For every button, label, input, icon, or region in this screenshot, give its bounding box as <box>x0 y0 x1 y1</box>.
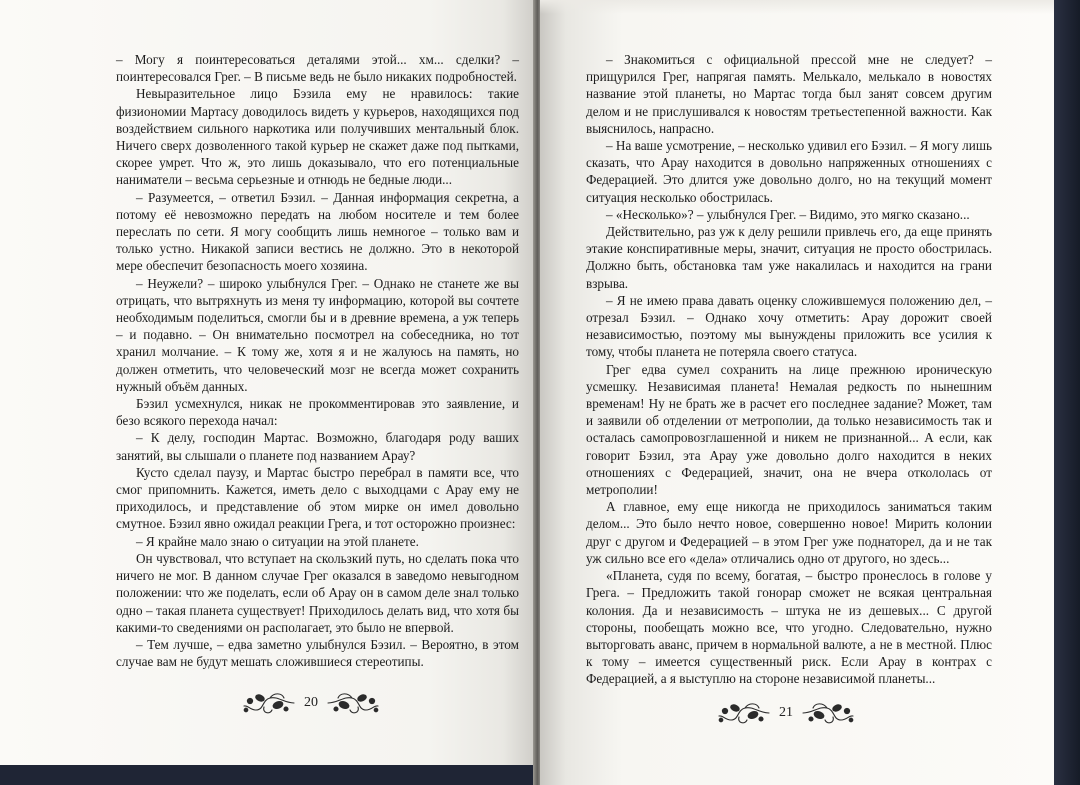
paragraph: Действительно, раз уж к делу решили привлечь его, да еще принять этакие конспиративные меры, значит, ситуация не просто обострилась. Должно быть, обстановка там уже накалилась и находится на грани взрыва. <box>586 224 992 291</box>
paragraph: «Планета, судя по всему, богатая, – быстро пронеслось в голове у Грега. – Предложить такой гонорар сможет не всякая центральная колония. Да и независимость – штука не из дешевых... С другой стороны, пообещать можно все, что угодно. Следовательно, нужно выторговать аванс, причем в нормальной валюте, а не в местной. Плюс к тому – имеется существенный риск. Если Арау в контрах с Федерацией, а я выступлю на стороне независимой планеты... <box>586 568 992 687</box>
paragraph: Грег едва сумел сохранить на лице прежнюю ироническую усмешку. Независимая планета! Немалая редкость по нынешним временам! Ну не брать же в расчет его последнее задание? Может, там и заявили об отделении от метрополии, да только независимость так и осталась самопровозглашенной и никем не признанной... А если, как говорит Бэзил, эта Арау уже довольно долго находится в неких отношениях с Федерацией, значит, она не вчера откололась от метрополии! <box>586 361 992 498</box>
right-page <box>540 0 1056 785</box>
paragraph: – Тем лучше, – едва заметно улыбнулся Бэзил. – Вероятно, в этом случае вам не будут мешать сложившиеся стереотипы. <box>116 636 519 670</box>
paragraph: Бэзил усмехнулся, никак не прокомментировав это заявление, и безо всякого перехода начал: <box>116 396 519 429</box>
floral-vine-icon <box>801 700 857 726</box>
page-number: 21 <box>779 705 793 720</box>
book-cover-bottom <box>0 765 533 785</box>
paragraph: Невыразительное лицо Бэзила ему не нравилось: такие физиономии Мартасу доводилось видеть у курьеров, находящихся под воздействием сильного наркотика или получивших ментальный блок. Ничего сверх дозволенного такой курьер не скажет даже под пытками, скорее умрет. Что ж, это лишь доказывало, что его потенциальные наниматели – весьма серьезные и отнюдь не бедные люди... <box>116 86 519 188</box>
paragraph: – «Несколько»? – улыбнулся Грег. – Видимо, это мягко сказано... <box>606 206 970 222</box>
paragraph: – Я крайне мало знаю о ситуации на этой планете. <box>136 533 419 549</box>
floral-vine-icon <box>715 700 771 726</box>
paragraph: – Разумеется, – ответил Бэзил. – Данная информация секретна, а потому её невозможно передать на любом носителе и тем более переслать по сети. Я могу сообщить лишь немногое – только вам и только устно. Никакой записи вестись не должно. Это в некоторой мере обеспечит безопасность моего хозяина. <box>116 189 519 274</box>
paragraph: – Знакомиться с официальной прессой мне не следует? – прищурился Грег, напрягая память. Мелькало, мелькало в новостях название этой планеты, но Мартас тогда был занят совсем другим делом и не прислушивался к новостям третьестепенной важности. Как выяснилось, напрасно. <box>586 52 992 136</box>
floral-vine-icon <box>326 690 382 716</box>
left-folio <box>240 690 382 716</box>
paragraph: – На ваше усмотрение, – несколько удивил его Бэзил. – Я могу лишь сказать, что Арау находится в довольно напряженных отношениях с Федерацией. Это длится уже довольно долго, но на текущий момент ситуация несколько обострилась. <box>586 138 992 205</box>
left-page-text <box>116 51 519 670</box>
paragraph: – Могу я поинтересоваться деталями этой... хм... сделки? – поинтересовался Грег. – В письме ведь не было никаких подробностей. <box>116 52 519 85</box>
left-page <box>0 0 535 785</box>
right-folio <box>715 700 857 726</box>
book-cover-edge <box>1054 0 1080 785</box>
floral-vine-icon <box>240 690 296 716</box>
paragraph: Кусто сделал паузу, и Мартас быстро перебрал в памяти все, что смог припомнить. Кажется, иметь дело с выходцами с Арау ему не приходилось, и представление об этом мирке он имел довольно смутное. Бэзил явно ожидал реакции Грега, и тот осторожно произнес: <box>116 464 519 532</box>
right-page-text <box>586 51 992 688</box>
paragraph: – К делу, господин Мартас. Возможно, благодаря роду ваших занятий, вы слышали о планете под названием Арау? <box>116 430 519 463</box>
paragraph: – Неужели? – широко улыбнулся Грег. – Однако не станете же вы отрицать, что вытряхнуть из меня ту информацию, которой вы сочтете необходимым поделиться, смогли бы и в древние времена, а уж теперь – и подавно. – Он внимательно посмотрел на собеседника, но тот хранил молчание. – К тому же, хотя я и не жалуюсь на память, но должен отметить, что человеческий мозг не всегда может сохранить нужный объём данных. <box>116 275 519 394</box>
page-top-shadow <box>540 0 1054 14</box>
paragraph: Он чувствовал, что вступает на скользкий путь, но сделать пока что ничего не мог. В данном случае Грег оказался в заведомо невыгодном положении: что же поделать, если об Арау он в самом деле знал только одно – такая планета существует! Приходилось делать вид, что хотя бы какими-то сведениями он располагает, это было не впервой. <box>116 550 519 635</box>
page-number: 20 <box>304 695 318 710</box>
paragraph: А главное, ему еще никогда не приходилось заниматься таким делом... Это было нечто новое, совершенно новое! Мирить колонии друг с другом и Федерацией – в этом Грег уже поднаторел, да и не так уж сильно все его «дела» отличались одно от другого, но здесь... <box>586 499 992 566</box>
paragraph: – Я не имею права давать оценку сложившемуся положению дел, – отрезал Бэзил. – Однако хочу отметить: Арау дорожит своей независимостью, поэтому мы вынуждены приложить все усилия к тому, чтобы планета не потеряла своего статуса. <box>586 292 992 360</box>
